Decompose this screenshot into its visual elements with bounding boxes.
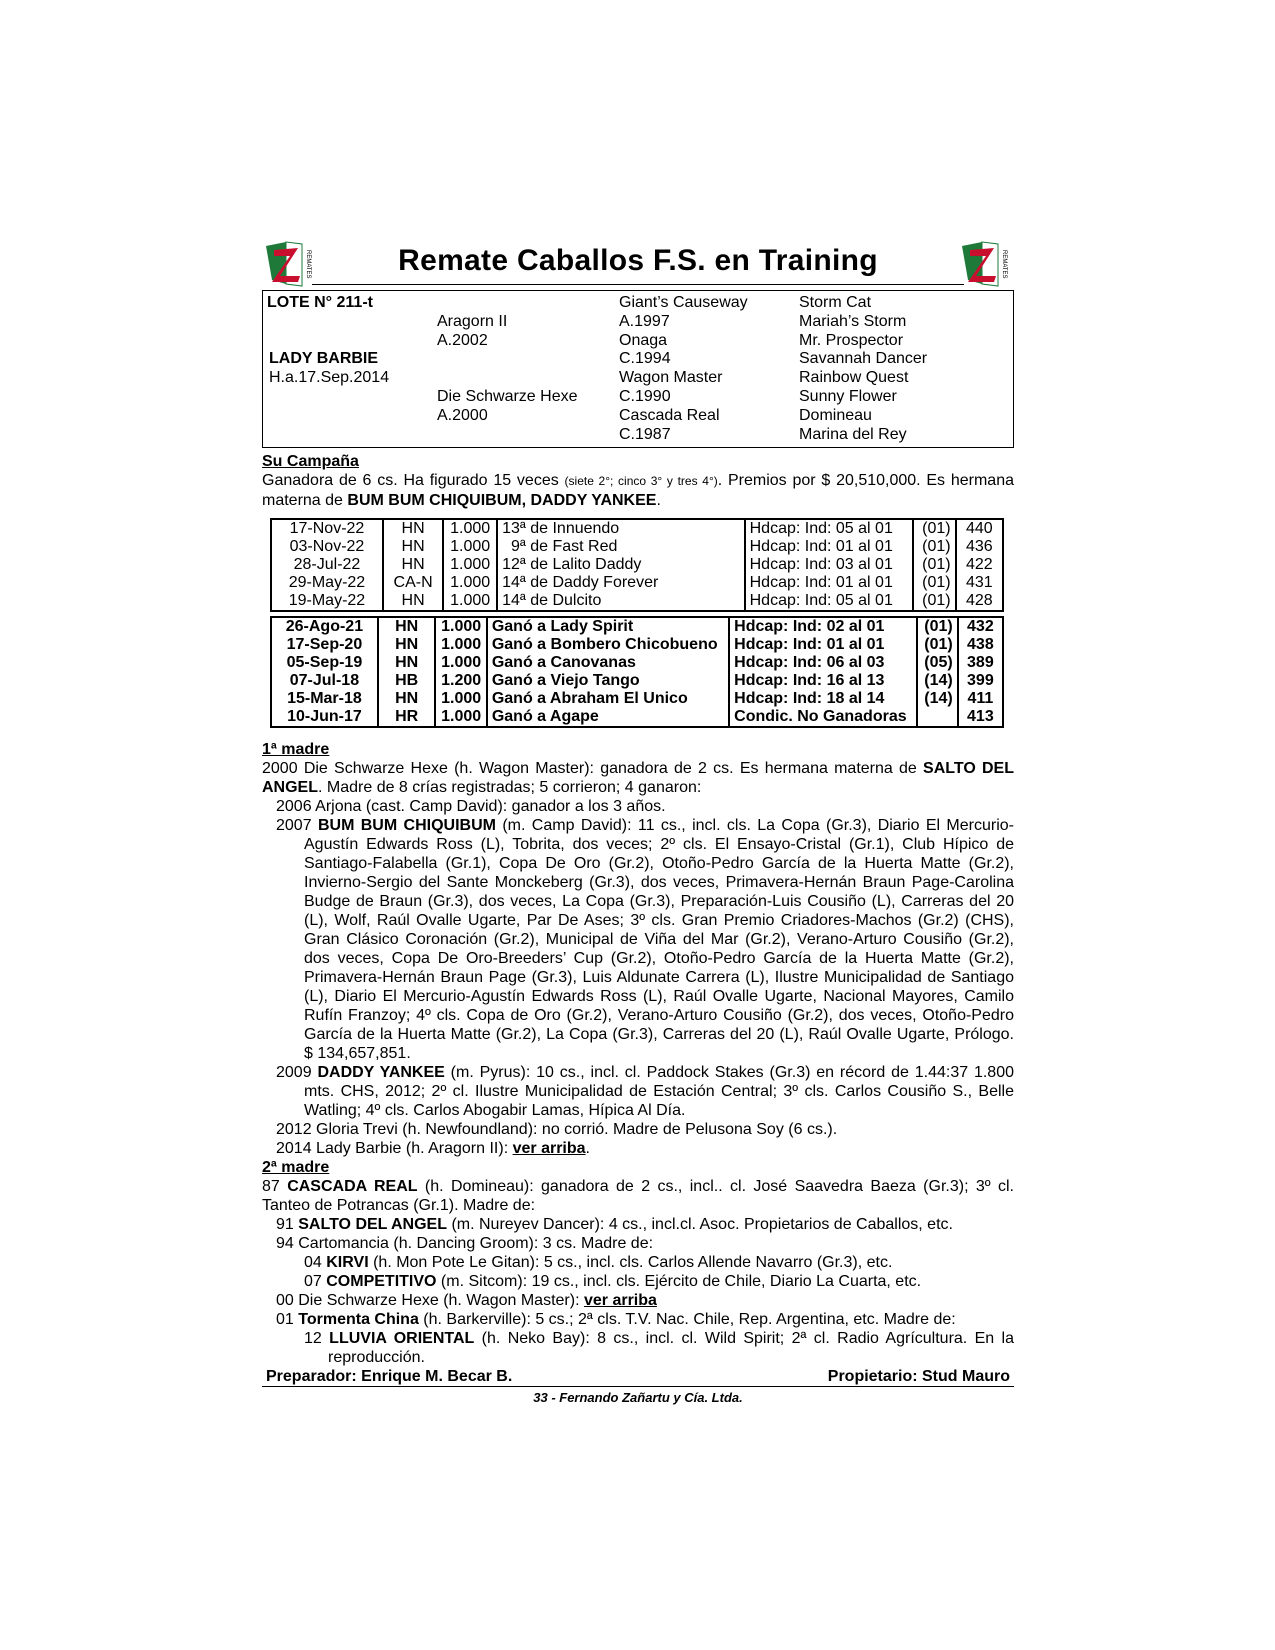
race-track: HN	[378, 654, 436, 672]
logo-letters: REMATES	[1001, 250, 1007, 279]
produce-text: 00 Die Schwarze Hexe (h. Wagon Master):	[276, 1292, 584, 1309]
race-grp: (01)	[913, 538, 956, 556]
race-cond: Condic. No Ganadoras	[729, 708, 917, 727]
race-row	[271, 690, 1003, 708]
race-date: 15-Mar-18	[271, 690, 378, 708]
zanartu-logo-right	[960, 240, 1012, 288]
race-num: 422	[956, 556, 1003, 574]
race-date: 28-Jul-22	[271, 556, 383, 574]
race-row	[271, 654, 1003, 672]
first-dam-intro-b: . Madre de 8 crías registradas; 5 corrieron; 4 ganaron:	[318, 779, 702, 796]
second-dam-intro	[262, 1177, 1014, 1215]
great-grandparent: Savannah Dancer	[799, 350, 928, 367]
race-date: 17-Nov-22	[271, 519, 383, 538]
campaign-siblings: BUM BUM CHIQUIBUM, DADDY YANKEE	[347, 492, 657, 509]
title-rule	[312, 284, 964, 285]
race-date: 17-Sep-20	[271, 636, 378, 654]
great-grandparent: Storm Cat	[799, 294, 872, 311]
race-result: Ganó a Canovanas	[487, 654, 729, 672]
dam-name: Die Schwarze Hexe	[437, 388, 578, 405]
sire-name: Aragorn II	[437, 313, 508, 330]
race-result: 14ª de Dulcito	[497, 592, 745, 611]
sire-info: A.2002	[437, 332, 488, 349]
campaign-title: Su Campaña	[262, 453, 359, 470]
first-dam-intro-a: 2000 Die Schwarze Hexe (h. Wagon Master): ganadora de 2 cs. Es hermana materna de	[262, 760, 924, 777]
great-grandparent: Mr. Prospector	[799, 332, 904, 349]
race-num: 399	[958, 672, 1003, 690]
race-result: Ganó a Abraham El Unico	[487, 690, 729, 708]
first-dam-title: 1ª madre	[262, 741, 330, 758]
horse-name: LADY BARBIE	[269, 350, 379, 367]
produce-text: (h. Neko Bay): 8 cs., incl. cl. Wild Spirit; 2ª cl. Radio Agrícultura. En la reproducción.	[328, 1330, 1015, 1366]
race-grp: (05)	[917, 654, 958, 672]
page-header	[262, 240, 1014, 290]
campaign-text-a: Ganadora de 6 cs. Ha figurado 15 veces	[262, 472, 565, 489]
race-track: HN	[383, 592, 443, 611]
campaign-section	[262, 452, 1014, 510]
produce-name: BUM BUM CHIQUIBUM	[317, 817, 496, 834]
race-dist: 1.000	[435, 708, 486, 727]
produce-01	[262, 1310, 1014, 1329]
race-grp: (01)	[913, 556, 956, 574]
campaign-text	[262, 471, 1014, 510]
produce-2014	[262, 1139, 1014, 1158]
race-cond: Hdcap: Ind: 02 al 01	[729, 617, 917, 636]
race-date: 26-Ago-21	[271, 617, 378, 636]
horse-info: H.a.17.Sep.2014	[269, 369, 390, 386]
race-row	[271, 592, 1003, 611]
race-result: Ganó a Bombero Chicobueno	[487, 636, 729, 654]
race-num: 432	[958, 617, 1003, 636]
race-result: Ganó a Agape	[487, 708, 729, 727]
pedigree-box	[262, 290, 1014, 448]
race-date: 07-Jul-18	[271, 672, 378, 690]
race-grp: (01)	[917, 617, 958, 636]
produce-year: 04	[304, 1254, 327, 1271]
produce-text: (m. Pyrus): 10 cs., incl. cl. Paddock Stakes (Gr.3) en récord de 1.44:37 1.800 mts. CHS, 2012; 2º cl. Ilustre Municipalidad de Estación Central; 3º cls. Carlos Cousiño S., Belle Watling; 4º cls. Carlos Abogabir Lamas, Hípica Al Día.	[304, 1064, 1015, 1119]
produce-text: (h. Barkerville): 5 cs.; 2ª cls. T.V. Nac. Chile, Rep. Argentina, etc. Madre de:	[418, 1311, 956, 1328]
race-track: HN	[378, 617, 436, 636]
dam-info: A.2000	[437, 407, 488, 424]
first-dam-section	[262, 740, 1014, 1158]
race-dist: 1.000	[443, 574, 497, 592]
race-track: HN	[383, 519, 443, 538]
produce-year: 07	[304, 1273, 327, 1290]
trainer: Preparador: Enrique M. Becar B.	[266, 1368, 513, 1385]
first-dam-intro	[262, 759, 1014, 797]
great-grandparent: Sunny Flower	[799, 388, 897, 405]
race-dist: 1.000	[435, 617, 486, 636]
race-num: 389	[958, 654, 1003, 672]
race-date: 10-Jun-17	[271, 708, 378, 727]
race-num: 413	[958, 708, 1003, 727]
produce-94: 94 Cartomancia (h. Dancing Groom): 3 cs. Madre de:	[276, 1235, 654, 1252]
produce-name: DADDY YANKEE	[317, 1064, 445, 1081]
race-num: 431	[956, 574, 1003, 592]
race-track: HN	[383, 556, 443, 574]
race-cond: Hdcap: Ind: 03 al 01	[745, 556, 913, 574]
produce-2009	[262, 1063, 1014, 1120]
produce-year: 01	[276, 1311, 299, 1328]
race-table-wins	[270, 616, 1004, 728]
produce-year: 2009	[276, 1064, 318, 1081]
race-num: 411	[958, 690, 1003, 708]
produce-name: SALTO DEL ANGEL	[298, 1216, 447, 1233]
produce-text-end: .	[585, 1140, 590, 1157]
race-cond: Hdcap: Ind: 01 al 01	[745, 538, 913, 556]
produce-94-04	[262, 1253, 1014, 1272]
race-dist: 1.000	[435, 654, 486, 672]
race-result: 12ª de Lalito Daddy	[497, 556, 745, 574]
grandsire-1: Giant’s Causeway	[619, 294, 748, 311]
race-result: 9ª de Fast Red	[497, 538, 745, 556]
race-row	[271, 556, 1003, 574]
produce-name: Tormenta China	[298, 1311, 419, 1328]
race-dist: 1.200	[435, 672, 486, 690]
produce-year: 87	[262, 1178, 288, 1195]
produce-2006: 2006 Arjona (cast. Camp David): ganador a los 3 años.	[276, 798, 666, 815]
race-dist: 1.000	[443, 556, 497, 574]
great-grandparent: Rainbow Quest	[799, 369, 909, 386]
race-table-recent	[270, 518, 1004, 612]
race-cond: Hdcap: Ind: 18 al 14	[729, 690, 917, 708]
race-grp: (01)	[917, 636, 958, 654]
race-track: HN	[383, 538, 443, 556]
produce-text: (h. Domineau): ganadora de 2 cs., incl.. cl. José Saavedra Baeza (Gr.3); 3º cl. Tanteo de Potrancas (Gr.1). Madre de:	[262, 1178, 1015, 1214]
granddam-2-info: C.1987	[619, 426, 671, 443]
catalog-page	[262, 240, 1014, 1405]
campaign-text-b: . Premios por $ 20,510,000. Es hermana materna de	[262, 472, 1015, 509]
race-record	[270, 518, 1006, 728]
race-cond: Hdcap: Ind: 05 al 01	[745, 592, 913, 611]
granddam-2: Cascada Real	[619, 407, 720, 424]
race-grp: (01)	[913, 592, 956, 611]
zanartu-logo-left	[264, 240, 316, 288]
race-date: 03-Nov-22	[271, 538, 383, 556]
race-dist: 1.000	[443, 519, 497, 538]
produce-name: COMPETITIVO	[326, 1273, 437, 1290]
race-row	[271, 574, 1003, 592]
race-grp: (14)	[917, 690, 958, 708]
race-result: Ganó a Viejo Tango	[487, 672, 729, 690]
race-grp	[917, 708, 958, 727]
race-cond: Hdcap: Ind: 05 al 01	[745, 519, 913, 538]
page-footer-note: 33 - Fernando Zañartu y Cía. Ltda.	[533, 1390, 743, 1405]
race-num: 440	[956, 519, 1003, 538]
race-track: HN	[378, 636, 436, 654]
great-grandparent: Marina del Rey	[799, 426, 907, 443]
race-cond: Hdcap: Ind: 01 al 01	[729, 636, 917, 654]
page-title: Remate Caballos F.S. en Training	[398, 244, 878, 277]
race-track: HR	[378, 708, 436, 727]
first-dam-sibling: SALTO DEL ANGEL	[262, 760, 1014, 796]
race-dist: 1.000	[435, 690, 486, 708]
produce-text: (m. Camp David): 11 cs., incl. cls. La Copa (Gr.3), Diario El Mercurio-Agustín Edwards Ross (L), Tobrita, dos veces; 2º cls. El Ensayo-Cristal (Gr.1), Club Hípico de Santiago-Falabella (Gr.1), Copa De Oro (Gr.2), Otoño-Pedro García de la Huerta Matte (Gr.2), Invierno-Sergio del Sante Monckeberg (Gr.3), dos veces, Primavera-Hernán Braun Page-Carolina Budge de Braun (Gr.3), dos veces, La Copa (Gr.3), Preparación-Luis Cousiño (L), Carreras del 20 (L), Wolf, Raúl Ovalle Ugarte, Par De Ases; 3º cls. Gran Premio Criadores-Machos (Gr.2) (CHS), Gran Clásico Coronación (Gr.2), Municipal de Viña del Mar (Gr.2), Verano-Arturo Cousiño (Gr.2), dos veces, Copa De Oro-Breeders’ Cup (Gr.2), Otoño-Pedro García de la Huerta Matte (Gr.2), Primavera-Hernán Braun Page (Gr.3), Luis Aldunate Carrera (L), Ilustre Municipalidad de Santiago (L), Diario El Mercurio-Agustín Edwards Ross (L), Raúl Ovalle Ugarte, Nacional Mayores, Camilo Rufín Franzoy; 4º cls. Copa de Oro (Gr.2), Verano-Arturo Cousiño (Gr.2), dos veces, Otoño-Pedro García de la Huerta Matte (Gr.2), La Copa (Gr.3), Carreras del 20 (L), Raúl Ovalle Ugarte, Prólogo. $ 134,657,851.	[304, 817, 1014, 1062]
great-grandparent: Mariah’s Storm	[799, 313, 907, 330]
campaign-text-small: (siete 2°; cinco 3° y tres 4°)	[564, 474, 718, 488]
owner: Propietario: Stud Mauro	[827, 1368, 1010, 1385]
second-dam-section	[262, 1158, 1014, 1367]
granddam-1: Onaga	[619, 332, 668, 349]
race-result: 14ª de Daddy Forever	[497, 574, 745, 592]
ver-arriba-link[interactable]: ver arriba	[583, 1292, 657, 1309]
produce-00	[262, 1291, 1014, 1310]
produce-01-12	[262, 1329, 1014, 1367]
produce-year: 2007	[276, 817, 318, 834]
footer-credits	[262, 1367, 1014, 1387]
race-row	[271, 538, 1003, 556]
grandsire-2-info: C.1990	[619, 388, 671, 405]
race-cond: Hdcap: Ind: 16 al 13	[729, 672, 917, 690]
produce-2012: 2012 Gloria Trevi (h. Newfoundland): no corrió. Madre de Pelusona Soy (6 cs.).	[276, 1121, 838, 1138]
race-grp: (14)	[917, 672, 958, 690]
race-dist: 1.000	[435, 636, 486, 654]
race-row	[271, 636, 1003, 654]
grandsire-2: Wagon Master	[619, 369, 723, 386]
race-num: 436	[956, 538, 1003, 556]
race-date: 05-Sep-19	[271, 654, 378, 672]
race-track: HN	[378, 690, 436, 708]
produce-name: LLUVIA ORIENTAL	[329, 1330, 475, 1347]
race-track: HB	[378, 672, 436, 690]
produce-name: CASCADA REAL	[287, 1178, 418, 1195]
produce-94-07	[262, 1272, 1014, 1291]
produce-text: (h. Mon Pote Le Gitan): 5 cs., incl. cls. Carlos Allende Navarro (Gr.3), etc.	[368, 1254, 893, 1271]
race-result: 13ª de Innuendo	[497, 519, 745, 538]
race-result: Ganó a Lady Spirit	[487, 617, 729, 636]
race-cond: Hdcap: Ind: 06 al 03	[729, 654, 917, 672]
race-num: 428	[956, 592, 1003, 611]
produce-text: (m. Sitcom): 19 cs., incl. cls. Ejército de Chile, Diario La Cuarta, etc.	[436, 1273, 922, 1290]
race-row	[271, 617, 1003, 636]
produce-name: KIRVI	[326, 1254, 369, 1271]
race-row	[271, 672, 1003, 690]
produce-text: 2014 Lady Barbie (h. Aragorn II):	[276, 1140, 513, 1157]
race-track: CA-N	[383, 574, 443, 592]
race-grp: (01)	[913, 519, 956, 538]
grandsire-1-info: A.1997	[619, 313, 670, 330]
ver-arriba-link[interactable]: ver arriba	[512, 1140, 586, 1157]
race-cond: Hdcap: Ind: 01 al 01	[745, 574, 913, 592]
race-date: 19-May-22	[271, 592, 383, 611]
race-dist: 1.000	[443, 538, 497, 556]
produce-year: 12	[304, 1330, 330, 1347]
produce-2007	[262, 816, 1014, 1063]
produce-91	[262, 1215, 1014, 1234]
race-row	[271, 708, 1003, 727]
granddam-1-info: C.1994	[619, 350, 671, 367]
race-row	[271, 519, 1003, 538]
race-grp: (01)	[913, 574, 956, 592]
race-num: 438	[958, 636, 1003, 654]
second-dam-title: 2ª madre	[262, 1159, 330, 1176]
race-date: 29-May-22	[271, 574, 383, 592]
campaign-text-end: .	[656, 492, 661, 509]
produce-year: 91	[276, 1216, 299, 1233]
produce-text: (m. Nureyev Dancer): 4 cs., incl.cl. Asoc. Propietarios de Caballos, etc.	[447, 1216, 953, 1233]
logo-letters: REMATES	[305, 250, 311, 279]
lot-number: LOTE N° 211-t	[267, 294, 373, 311]
race-dist: 1.000	[443, 592, 497, 611]
great-grandparent: Domineau	[799, 407, 872, 424]
